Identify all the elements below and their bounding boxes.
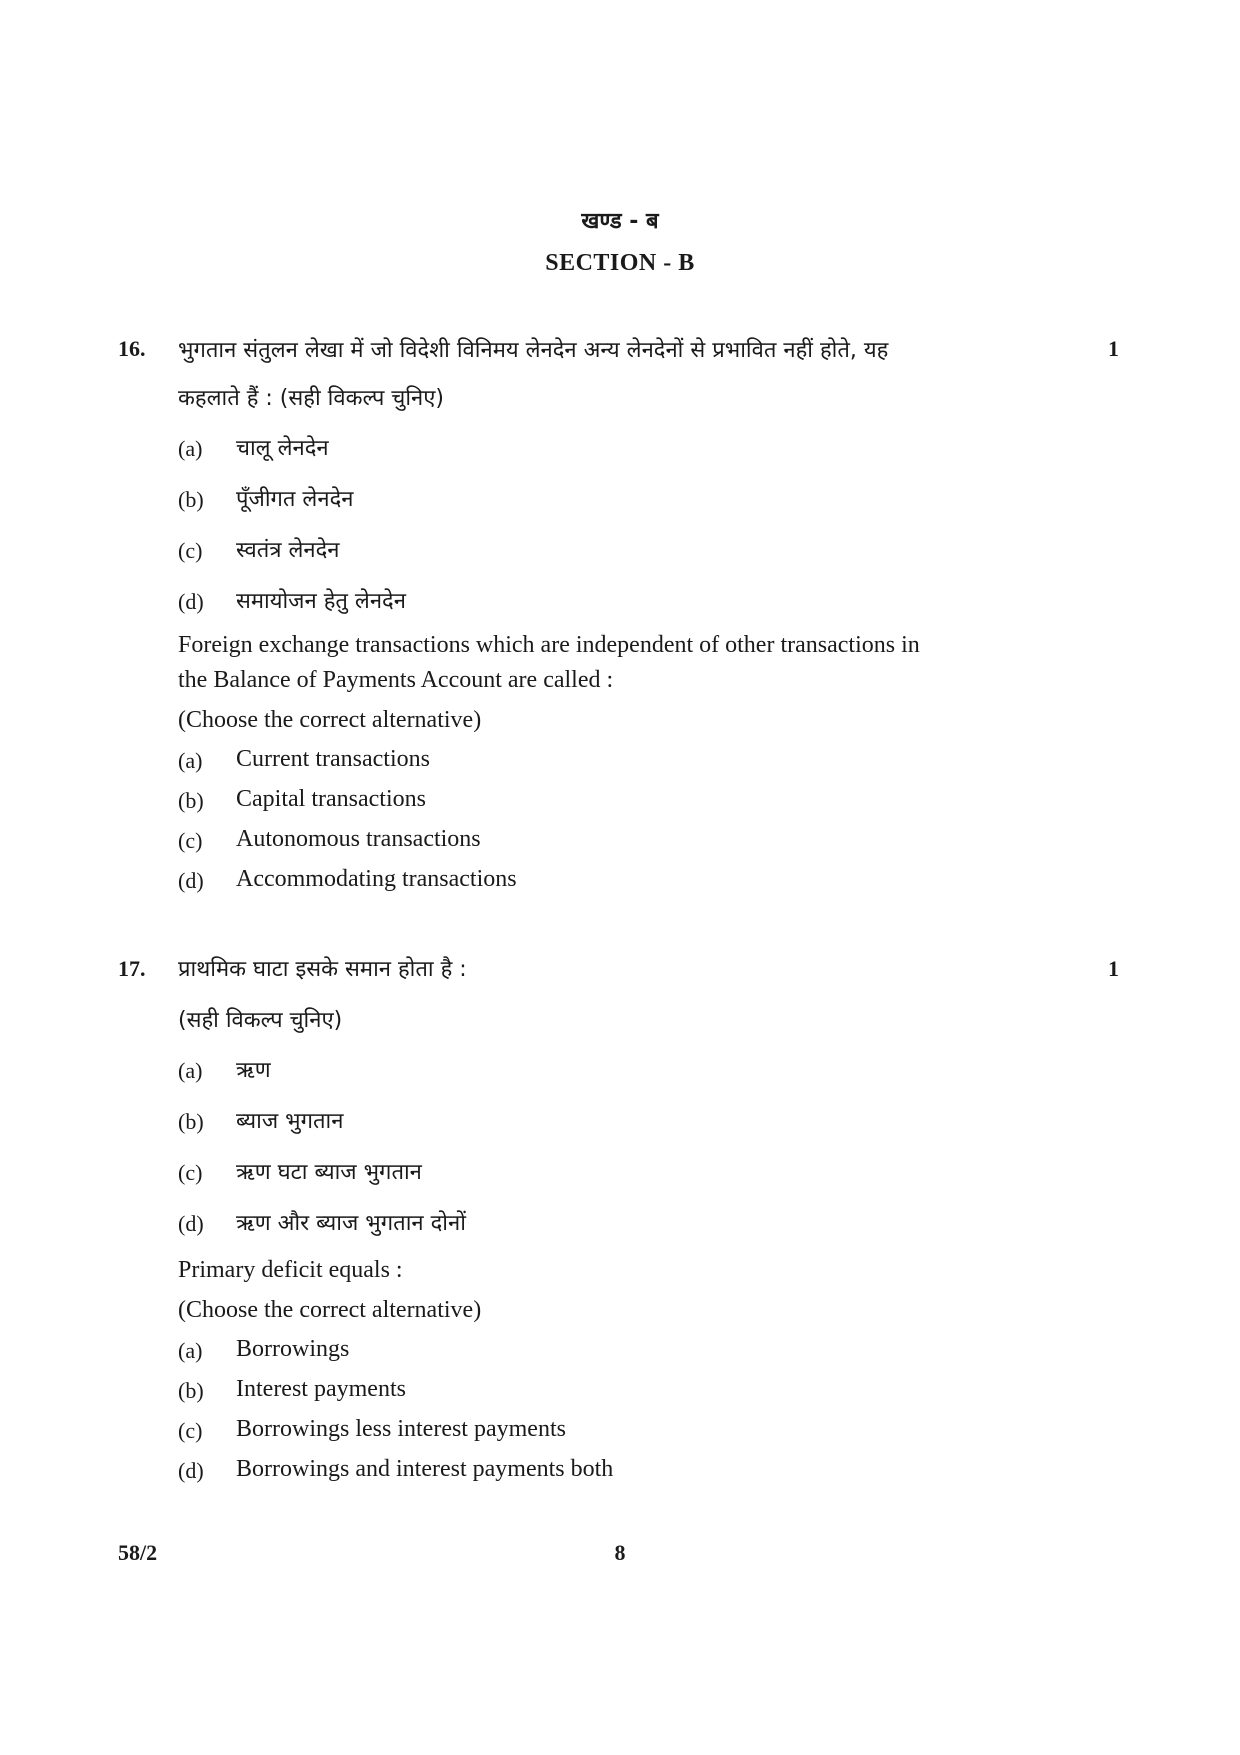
- option-text-hindi: ऋण और ब्याज भुगतान दोनों: [236, 1211, 466, 1236]
- option-text-english: Borrowings: [236, 1336, 350, 1362]
- option-text-hindi: चालू लेनदेन: [236, 436, 329, 461]
- option-label: (b): [178, 1378, 204, 1403]
- option-label: (d): [178, 589, 204, 614]
- option-text-hindi: स्वतंत्र लेनदेन: [236, 538, 340, 563]
- option-text-english: Capital transactions: [236, 786, 426, 812]
- paper-code: 58/2: [118, 1540, 158, 1565]
- section-title-hindi: खण्ड - ब: [581, 209, 659, 234]
- question-text-english-line: Foreign exchange transactions which are independent of other transactions in: [178, 632, 920, 658]
- option-label: (b): [178, 788, 204, 813]
- option-text-english: Borrowings less interest payments: [236, 1416, 566, 1442]
- question-marks: 1: [1108, 956, 1119, 981]
- option-label: (b): [178, 1109, 204, 1134]
- option-label: (d): [178, 1211, 204, 1236]
- option-label: (a): [178, 748, 203, 773]
- option-label: (d): [178, 1458, 204, 1483]
- option-label: (c): [178, 828, 203, 853]
- section-title-english: SECTION - B: [545, 250, 695, 276]
- question-text-hindi-line: कहलाते हैं : (सही विकल्प चुनिए): [178, 386, 445, 411]
- option-text-hindi: ऋण घटा ब्याज भुगतान: [236, 1160, 422, 1185]
- option-label: (b): [178, 487, 204, 512]
- option-label: (a): [178, 1338, 203, 1363]
- question-text-english-line: the Balance of Payments Account are called :: [178, 667, 614, 693]
- question-marks: 1: [1108, 336, 1119, 361]
- option-text-hindi: समायोजन हेतु लेनदेन: [236, 589, 406, 614]
- question-number: 16.: [118, 336, 146, 361]
- question-text-english-line: Primary deficit equals :: [178, 1257, 403, 1283]
- option-label: (c): [178, 538, 203, 563]
- option-text-english: Interest payments: [236, 1376, 406, 1402]
- question-text-hindi-line: (सही विकल्प चुनिए): [178, 1008, 343, 1033]
- option-text-hindi: ऋण: [236, 1058, 271, 1083]
- option-text-english: Current transactions: [236, 746, 430, 772]
- option-label: (a): [178, 436, 203, 461]
- question-number: 17.: [118, 956, 146, 981]
- option-label: (c): [178, 1160, 203, 1185]
- option-text-hindi: पूँजीगत लेनदेन: [236, 487, 354, 512]
- option-label: (a): [178, 1058, 203, 1083]
- question-text-hindi-line: प्राथमिक घाटा इसके समान होता है :: [178, 957, 467, 982]
- option-text-hindi: ब्याज भुगतान: [236, 1109, 344, 1134]
- option-label: (d): [178, 868, 204, 893]
- option-label: (c): [178, 1418, 203, 1443]
- question-text-hindi-line: भुगतान संतुलन लेखा में जो विदेशी विनिमय लेनदेन अन्य लेनदेनों से प्रभावित नहीं होते, यह: [178, 338, 889, 363]
- page-number: 8: [614, 1540, 626, 1565]
- question-text-english-line: (Choose the correct alternative): [178, 1297, 482, 1323]
- option-text-english: Borrowings and interest payments both: [236, 1456, 614, 1482]
- question-text-english-line: (Choose the correct alternative): [178, 707, 482, 733]
- option-text-english: Autonomous transactions: [236, 826, 481, 852]
- option-text-english: Accommodating transactions: [236, 866, 517, 892]
